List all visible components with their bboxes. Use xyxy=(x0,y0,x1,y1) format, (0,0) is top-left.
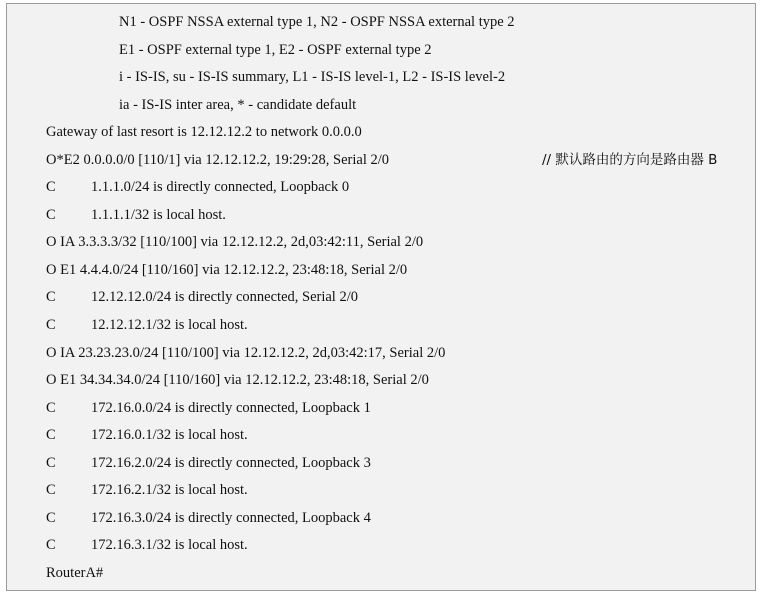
route-comment: // 默认路由的方向是路由器 B xyxy=(542,152,718,168)
routing-table-output: N1 - OSPF NSSA external type 1, N2 - OSPF NSSA external type 2 E1 - OSPF external type 1, E2 - OSPF external type 2 i - IS-IS, su - IS-IS summary, L1 - IS-IS level-1, L2 - IS-IS level-2 ia - IS-IS inter area, * - candidate default Gateway of last resort is 12.12.12.2 to network 0.0.0.0 O*E2 0.0.0.0/0 [110/1] via 12.12.12.2, 19:29:28, Serial 2/0 // 默认路由的方向是路由器 B C 1.1.1.0/24 is directly connected, Loopback 0 C 1.1.1.1/32 is local host. O IA 3.3.3.3/32 [110/100] via 12.12.12.2, 2d,03:42:11, Serial 2/0 O E1 4.4.4.0/24 [110/160] via 12.12.12.2, 23:48:18, Serial 2/0 C 12.12.12.0/24 is directly connected, Serial 2/0 C 12.12.12.1/32 is local host. O IA 23.23.23.0/24 [110/100] via 12.12.12.2, 2d,03:42:17, Serial 2/0 O E1 34.34.34.0/24 [110/160] via 12.12.12.2, 23:48:18, Serial 2/0 C 172.16.0.0/24 is directly connected, Loopback 1 C 172.16.0.1/32 is local host. C 172.16.2.0/24 is directly connected, Loopback 3 C 172.16.2.1/32 is local host. C 172.16.3.0/24 is directly connected, Loopback 4 C 172.16.3.1/32 is local host. RouterA# xyxy=(6,3,756,591)
